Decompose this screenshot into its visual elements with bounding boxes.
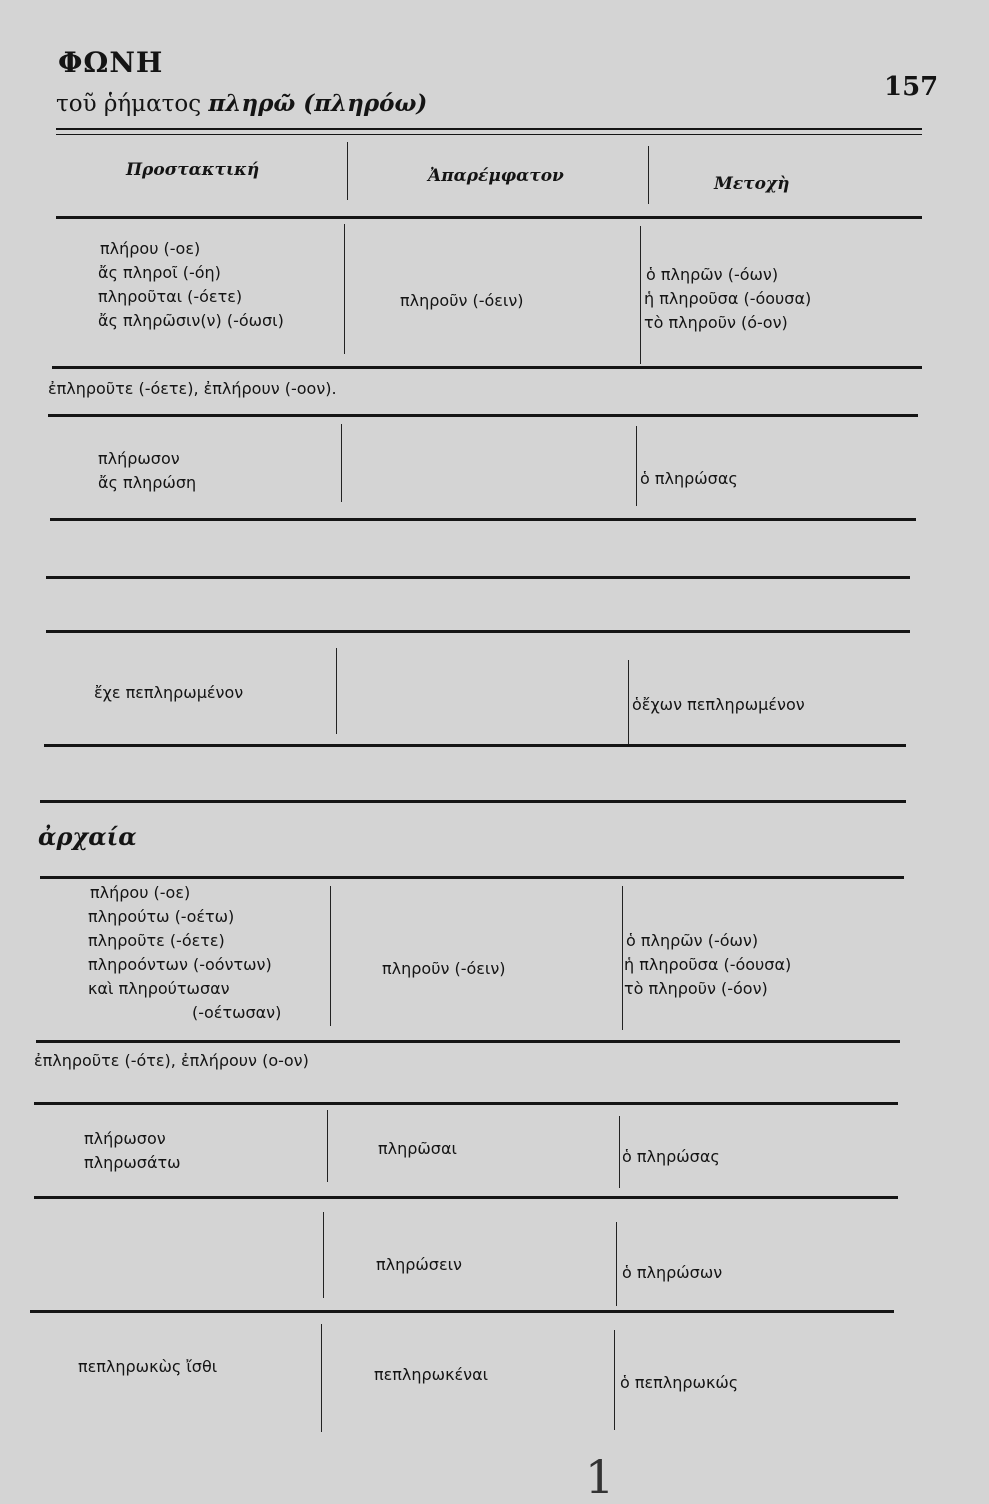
ancient-present-imperative-3: πληροῦτε (-όετε) — [88, 931, 225, 950]
rule-under-headers — [56, 216, 922, 219]
rule-after-modern-imperfect — [48, 414, 918, 417]
verb-title-bold: πληρῶ (πληρόω) — [208, 90, 428, 117]
rule-section-end — [40, 800, 906, 803]
ancient-perfect-divider-2 — [614, 1330, 615, 1430]
voice-title: ΦΩΝΗ — [58, 46, 164, 79]
ancient-aorist-imperative-1: πλήρωσον — [84, 1129, 166, 1148]
modern-imperfect-line: ἐπληροῦτε (-όετε), ἐπλήρουν (-οον). — [48, 379, 337, 398]
header-col-divider-1 — [347, 142, 348, 200]
ancient-perfect-participle: ὁ πεπληρωκώς — [620, 1373, 739, 1392]
ancient-future-participle: ὁ πληρώσων — [622, 1263, 723, 1282]
modern-aorist-participle: ὁ πληρώσας — [640, 469, 738, 488]
modern-present-imperative-1: πλήρου (-οε) — [100, 239, 201, 258]
modern-present-divider-2 — [640, 226, 641, 364]
modern-aorist-divider-2 — [636, 426, 637, 506]
column-header-participle: Μετοχὴ — [714, 174, 790, 194]
ancient-present-imperative-2: πληρούτω (-οέτω) — [88, 907, 235, 926]
verb-title — [56, 90, 427, 117]
rule-under-ancient-title — [40, 876, 904, 879]
modern-aorist-imperative-1: πλήρωσον — [98, 449, 180, 468]
column-header-infinitive: Ἀπαρέμφατον — [428, 166, 564, 186]
modern-present-imperative-4: ἄς πληρῶσιν(ν) (-όωσι) — [98, 311, 284, 330]
ancient-perfect-divider-1 — [321, 1324, 322, 1432]
ancient-section-title: ἀρχαία — [38, 822, 137, 851]
modern-aorist-imperative-2: ἄς πληρώση — [98, 473, 197, 492]
modern-present-divider-1 — [344, 224, 345, 354]
ancient-present-divider-2 — [622, 886, 623, 1030]
ancient-present-participle-1: ὁ πληρῶν (-όων) — [626, 931, 759, 950]
rule-after-modern-perfect — [44, 744, 906, 747]
modern-present-participle-3: τὸ πληροῦν (ό-ον) — [644, 313, 788, 332]
ancient-imperfect-line: ἐπληροῦτε (-ότε), ἐπλήρουν (ο-ον) — [34, 1051, 309, 1070]
rule-empty-row-2 — [46, 630, 910, 633]
ancient-present-participle-3: τὸ πληροῦν (-όον) — [624, 979, 768, 998]
page-number: 157 — [884, 72, 939, 102]
modern-aorist-divider-1 — [341, 424, 342, 502]
modern-present-imperative-3: πληροῦται (-όετε) — [98, 287, 243, 306]
ancient-aorist-divider-2 — [619, 1116, 620, 1188]
ancient-aorist-infinitive: πληρῶσαι — [378, 1139, 457, 1158]
ancient-present-imperative-4: πληροόντων (-οόντων) — [88, 955, 272, 974]
modern-perfect-participle: ὁἔχων πεπληρωμένον — [632, 695, 805, 714]
ancient-perfect-infinitive: πεπληρωκέναι — [374, 1365, 489, 1384]
ancient-future-divider-1 — [323, 1212, 324, 1298]
ancient-future-infinitive: πληρώσειν — [376, 1255, 462, 1274]
ancient-present-imperative-1: πλήρου (-οε) — [90, 883, 191, 902]
ancient-present-imperative-5: καὶ πληρούτωσαν — [88, 979, 230, 998]
header-rule-thin — [56, 134, 922, 135]
ancient-present-divider-1 — [330, 886, 331, 1026]
verb-title-prefix: τοῦ ῥήματος — [56, 91, 202, 117]
modern-present-participle-2: ἡ πληροῦσα (-όουσα) — [644, 289, 812, 308]
header-col-divider-2 — [648, 146, 649, 204]
ancient-present-participle-2: ἡ πληροῦσα (-όουσα) — [624, 955, 792, 974]
ancient-aorist-divider-1 — [327, 1110, 328, 1182]
ancient-present-infinitive: πληροῦν (-όειν) — [382, 959, 506, 978]
modern-present-participle-1: ὁ πληρῶν (-όων) — [646, 265, 779, 284]
ancient-future-divider-2 — [616, 1222, 617, 1306]
modern-perfect-divider-1 — [336, 648, 337, 734]
rule-after-ancient-present — [36, 1040, 900, 1043]
rule-after-modern-aorist — [50, 518, 916, 521]
ancient-aorist-participle: ὁ πληρώσας — [622, 1147, 720, 1166]
modern-perfect-imperative: ἔχε πεπληρωμένον — [94, 683, 244, 702]
column-header-imperative: Προστακτική — [126, 160, 260, 180]
rule-after-ancient-aorist — [34, 1196, 898, 1199]
rule-after-ancient-imperfect — [34, 1102, 898, 1105]
modern-present-infinitive: πληροῦν (-όειν) — [400, 291, 524, 310]
rule-after-ancient-future — [30, 1310, 894, 1313]
ancient-present-imperative-6: (-οέτωσαν) — [192, 1003, 282, 1022]
ancient-aorist-imperative-2: πληρωσάτω — [84, 1153, 181, 1172]
rule-empty-row-1 — [46, 576, 910, 579]
modern-perfect-divider-2 — [628, 660, 629, 746]
rule-after-modern-present — [52, 366, 922, 369]
ancient-perfect-imperative: πεπληρωκὼς ἴσθι — [78, 1357, 218, 1376]
header-rule — [56, 128, 922, 130]
modern-present-imperative-2: ἄς πληροῖ (-όη) — [98, 263, 221, 282]
footer-handwritten-mark: 1 — [585, 1450, 615, 1504]
